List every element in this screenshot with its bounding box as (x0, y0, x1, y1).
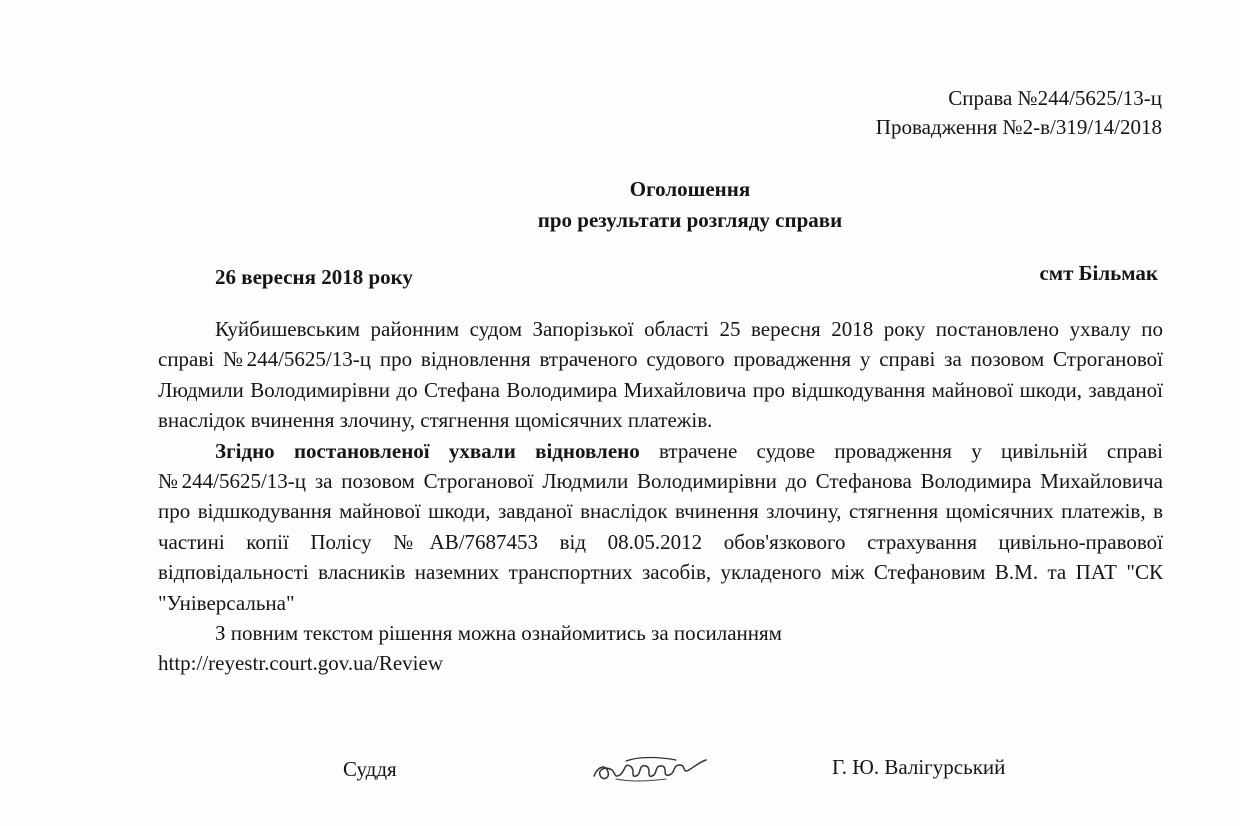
case-number: Справа №244/5625/13-ц (948, 86, 1162, 110)
judge-role: Суддя (343, 757, 397, 781)
document-title (0, 174, 1240, 236)
signature-icon (590, 748, 710, 788)
document-body (158, 314, 1163, 679)
review-link[interactable]: http://reyestr.court.gov.ua/Review (158, 651, 443, 676)
judge-name: Г. Ю. Валігурський (832, 755, 1006, 779)
title-line-1: Оголошення (629, 177, 751, 201)
paragraph-2-text: втрачене судове провадження у цивільній справі №244/5625/13-ц за позовом Строганової Людмили Володимирівни до Стефанова Володимира Михайловича про відшкодування майнової шкоди, завданої внаслідок вчинення злочину, стягнення щомісячних платежів, в частині копії Полісу №АВ/7687453 від 08.05.2012 обов'язкового страхування цивільно-правової відповідальності власників наземних транспортних засобів, укладеного між Стефановим В.М. та ПАТ "СК "Універсальна" (158, 438, 1163, 615)
document-date: 26 вересня 2018 року (215, 265, 413, 289)
paragraph-3: З повним текстом рішення можна ознайомитись за посиланням (215, 621, 782, 646)
paragraph-1: Куйбишевським районним судом Запорізької області 25 вересня 2018 року постановлено ухвалу по справі №244/5625/13-ц про відновлення втраченого судового провадження у справі за позовом Строганової Людмили Володимирівни до Стефана Володимира Михайловича про відшкодування майнової шкоди, завданої внаслідок вчинення злочину, стягнення щомісячних платежів. (158, 317, 1163, 433)
document-place: смт Більмак (1039, 261, 1158, 285)
title-line-2: про результати розгляду справи (537, 208, 843, 232)
case-reference (876, 84, 1162, 142)
paragraph-2-bold: Згідно постановленої ухвали відновлено (215, 438, 640, 463)
proceeding-number: Провадження №2-в/319/14/2018 (875, 115, 1162, 139)
paragraph-2 (158, 436, 1163, 618)
